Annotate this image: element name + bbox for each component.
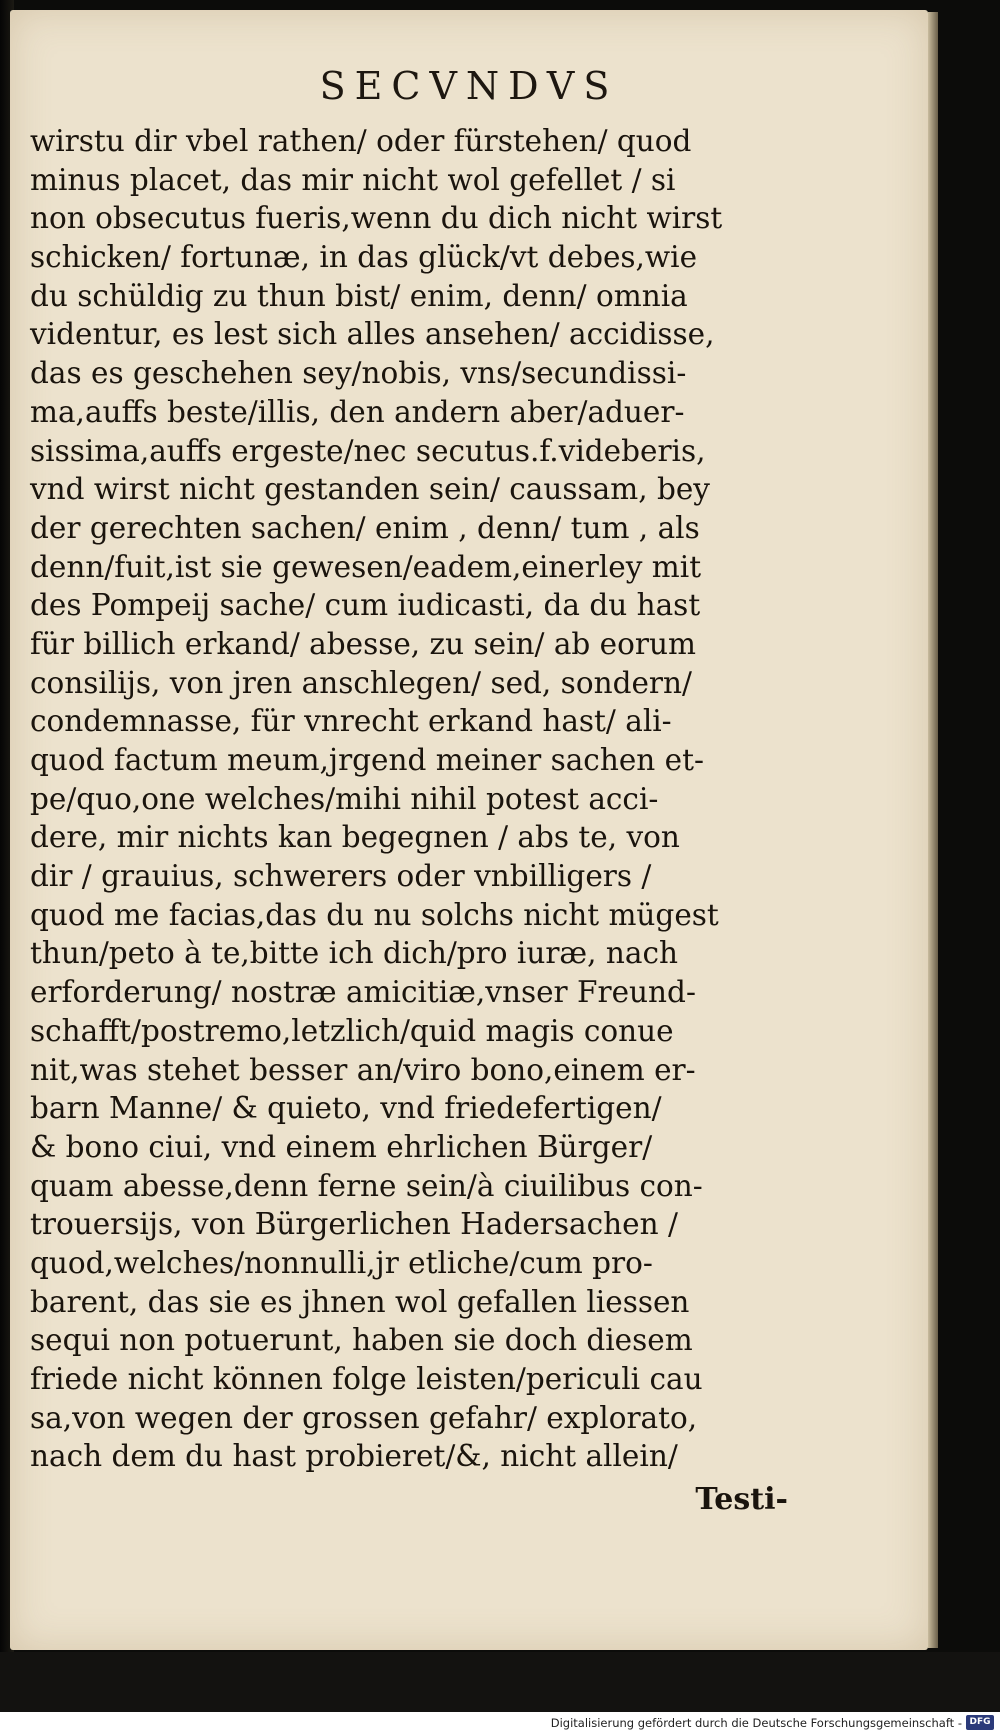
book-page [10, 10, 928, 1650]
text-line: dir / grauius, schwerers oder vnbilligers / [30, 859, 652, 894]
text-line: quam abesse,denn ferne sein/à ciuilibus con- [30, 1168, 703, 1203]
text-line: schicken/ fortunæ, in das glück/vt debes,wie [30, 240, 698, 275]
text-line: erforderung/ nostræ amicitiæ,vnser Freund- [30, 975, 696, 1010]
text-line: & bono ciui, vnd einem ehrlichen Bürger/ [30, 1129, 653, 1164]
text-line: nach dem du hast probieret/&, nicht allein/ [30, 1439, 678, 1474]
text-line: vnd wirst nicht gestanden sein/ caussam, bey [30, 472, 710, 507]
dfg-logo: DFG [966, 1715, 994, 1730]
text-line: sa,von wegen der grossen gefahr/ explorato, [30, 1400, 698, 1435]
running-head: SECVNDVS [319, 64, 619, 108]
digitization-credit: Digitalisierung gefördert durch die Deutsche Forschungsgemeinschaft - [550, 1716, 962, 1730]
text-line: videntur, es lest sich alles ansehen/ accidisse, [30, 317, 715, 352]
text-line: friede nicht können folge leisten/periculi cau [30, 1362, 703, 1396]
catchword: Testi- [695, 1482, 788, 1517]
text-line: der gerechten sachen/ enim , denn/ tum , als [30, 510, 700, 545]
text-line: thun/peto à te,bitte ich dich/pro iuræ, nach [30, 936, 679, 971]
text-line: wirstu dir vbel rathen/ oder fürstehen/ quod [30, 124, 692, 158]
text-line: ma,auffs beste/illis, den andern aber/aduer- [30, 394, 685, 429]
text-line: quod factum meum,jrgend meiner sachen et- [30, 743, 704, 777]
text-line: schafft/postremo,letzlich/quid magis conue [30, 1013, 674, 1048]
text-line: für billich erkand/ abesse, zu sein/ ab eorum [30, 626, 696, 661]
page-edge [928, 12, 938, 1648]
text-line: denn/fuit,ist sie gewesen/eadem,einerley mit [30, 549, 702, 584]
text-line: minus placet, das mir nicht wol gefellet / si [30, 162, 676, 197]
text-line: nit,was stehet besser an/viro bono,einem er- [30, 1052, 696, 1087]
text-line: barent, das sie es jhnen wol gefallen liessen [30, 1284, 690, 1319]
text-line: trouersijs, von Bürgerlichen Hadersachen / [30, 1207, 678, 1242]
text-line: consilijs, von jren anschlegen/ sed, sondern/ [30, 665, 692, 700]
text-line: du schüldig zu thun bist/ enim, denn/ omnia [30, 278, 688, 313]
text-line: sissima,auffs ergeste/nec secutus.f.videberis, [30, 433, 706, 468]
text-line: quod me facias,das du nu solchs nicht mügest [30, 897, 719, 932]
text-line: barn Manne/ & quieto, vnd friedefertigen/ [30, 1091, 662, 1126]
text-line: sequi non potuerunt, haben sie doch diesem [30, 1323, 693, 1358]
text-line: des Pompeij sache/ cum iudicasti, da du hast [30, 588, 701, 623]
text-line: pe/quo,one welches/mihi nihil potest acci- [30, 781, 659, 816]
text-line: dere, mir nichts kan begegnen / abs te, von [30, 820, 680, 855]
text-block [30, 122, 790, 1476]
text-line: non obsecutus fueris,wenn du dich nicht wirst [30, 201, 723, 236]
text-line: das es geschehen sey/nobis, vns/secundissi- [30, 356, 687, 391]
text-line: condemnasse, für vnrecht erkand hast/ ali- [30, 704, 672, 739]
bottom-band [0, 1652, 1000, 1712]
text-line: quod,welches/nonnulli,jr etliche/cum pro- [30, 1245, 653, 1280]
